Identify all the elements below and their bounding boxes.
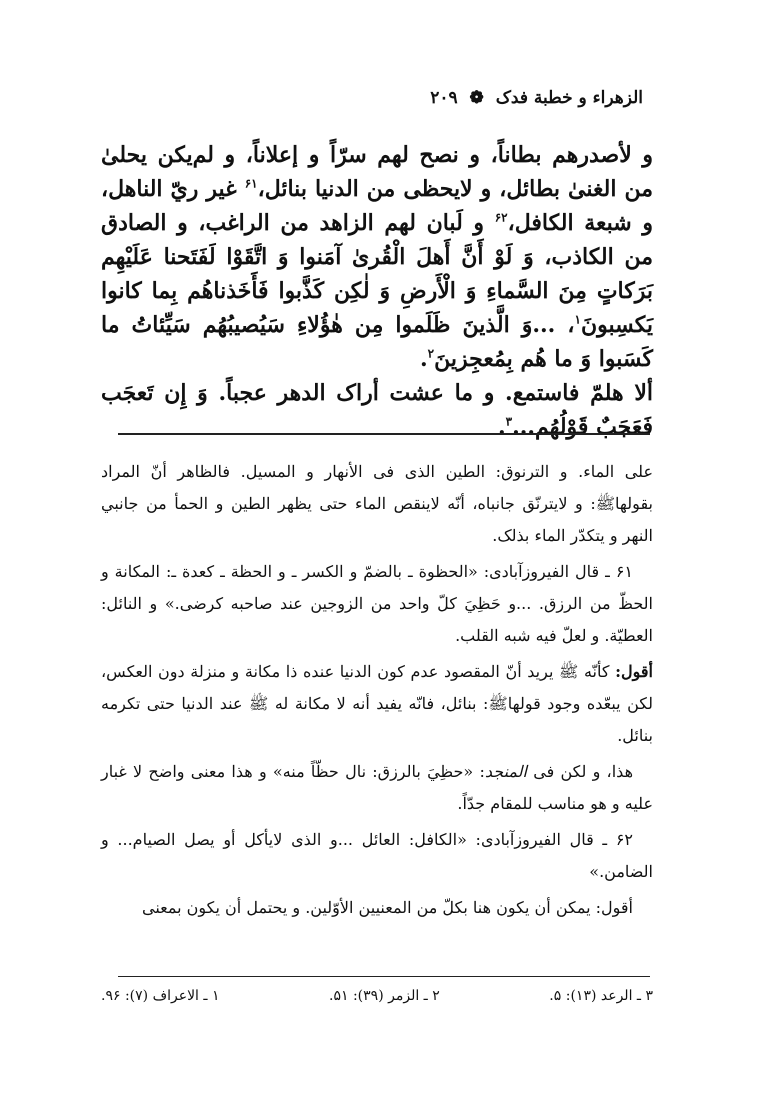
main-paragraph-2: ألا هلمّ فاستمع. و ما عشت أراک الدهر عجباً. وَ إِن تَعجَب فَعَجَبٌ قَوْلُهُم...$^۳$. (101, 380, 653, 440)
page-number: ۲۰۹ (430, 88, 458, 108)
reference-divider (118, 976, 650, 977)
note-61: ۶۱ ـ قال الفيروزآبادى: «الحظوة ـ بالضمّ و الكسر ـ و الحظة ـ كعدة ـ: المكانة و الحظّ من الرزق. ...و حَظِيَ كلّ واحد من الزوجين عند صاحبه كرضى.» و النائل: العطيّة. و لعلّ فيه شبه القلب. (101, 562, 653, 645)
book-title: الزهراء و خطبة فدک (495, 88, 643, 108)
note-label-aqul: أقول: (615, 662, 653, 681)
source-title: المنجد (484, 762, 527, 781)
reference-3: ۱ ـ الاعراف (۷): ۹۶. (101, 988, 220, 1004)
note-61-munjid: هذا، و لكن فى المنجد: «حظِيَ بالرزق: نال حظّاً منه» و هذا معنى واضح لا غبار عليه و هو مناسب للمقام جدّاً. (101, 762, 653, 813)
main-paragraph-1: و لأصدرهم بطاناً، و نصح لهم سرّاً و إعلاناً، و لم‌يكن يحلىٰ من الغنىٰ بطائل، و لايحظى من الدنيا بنائل،$^{۶۱}$ غير ريّ الناهل، و شبعة الكافل،$^{۶۲}$ و لَبان لهم الزاهد من الراغب، و الصادق من الكاذب، وَ لَوْ أَنَّ أَهلَ الْقُرىٰ آمَنوا وَ اتَّقَوْا لَفَتَحنا عَلَيْهِم بَرَكاتٍ مِنَ السَّماءِ وَ الْأَرضِ وَ لٰكِن كَذَّبوا فَأَخَذناهُم بِما كانوا يَكسِبونَ$^۱$، ...وَ الَّذينَ ظَلَموا مِن هٰؤُلاءِ سَيُصيبُهُم سَيِّئاتُ ما كَسَبوا وَ ما هُم بِمُعجِزينَ$^۲$. (101, 142, 653, 372)
footnote-marker-62: ۶۲ (494, 210, 508, 225)
note-continued: على الماء. و الترنوق: الطين الذى فى الأنهار و المسيل. فالظاهر أنّ المراد بقولهاﷺ: و لايترنّق جانباه، أنّه لاينقص الماء حتى يظهر الطين و الحمأ من جانبي النهر و يتكدّر الماء بذلک. (101, 462, 653, 545)
reference-marker-1: ۱ (574, 312, 581, 327)
quran-references (101, 988, 653, 1004)
note-62-comment: أقول: يمكن أن يكون هنا بكلّ من المعنيين الأوّلين. و يحتمل أن يكون بمعنى (141, 898, 633, 917)
main-text (101, 138, 653, 444)
footnote-marker-61: ۶۱ (244, 176, 258, 191)
reference-2: ۲ ـ الزمر (۳۹): ۵۱. (329, 988, 440, 1004)
reference-marker-2: ۲ (427, 346, 435, 361)
reference-marker-3: ۳ (505, 414, 513, 429)
note-61-comment: أقول: كأنّه ﷺ يريد أنّ المقصود عدم كون الدنيا عنده ذا مكانة و منزلة دون العكس، لكن يبعّده وجود قولهاﷺ: بنائل، فانّه يفيد أنه لا مكانة له ﷺ عند الدنيا حتى تكرمه بنائل. (101, 662, 653, 745)
header-separator-ornament: ❁ (469, 88, 484, 108)
note-62: ۶۲ ـ قال الفيروزآبادى: «الكافل: العائل ...و الذى لايأكل أو يصل الصيام... و الضامن.» (101, 830, 653, 881)
running-header (430, 88, 643, 108)
reference-1: ۳ ـ الرعد (۱۳): ۵. (549, 988, 653, 1004)
footnote-divider (118, 433, 650, 435)
footnotes (101, 456, 653, 928)
